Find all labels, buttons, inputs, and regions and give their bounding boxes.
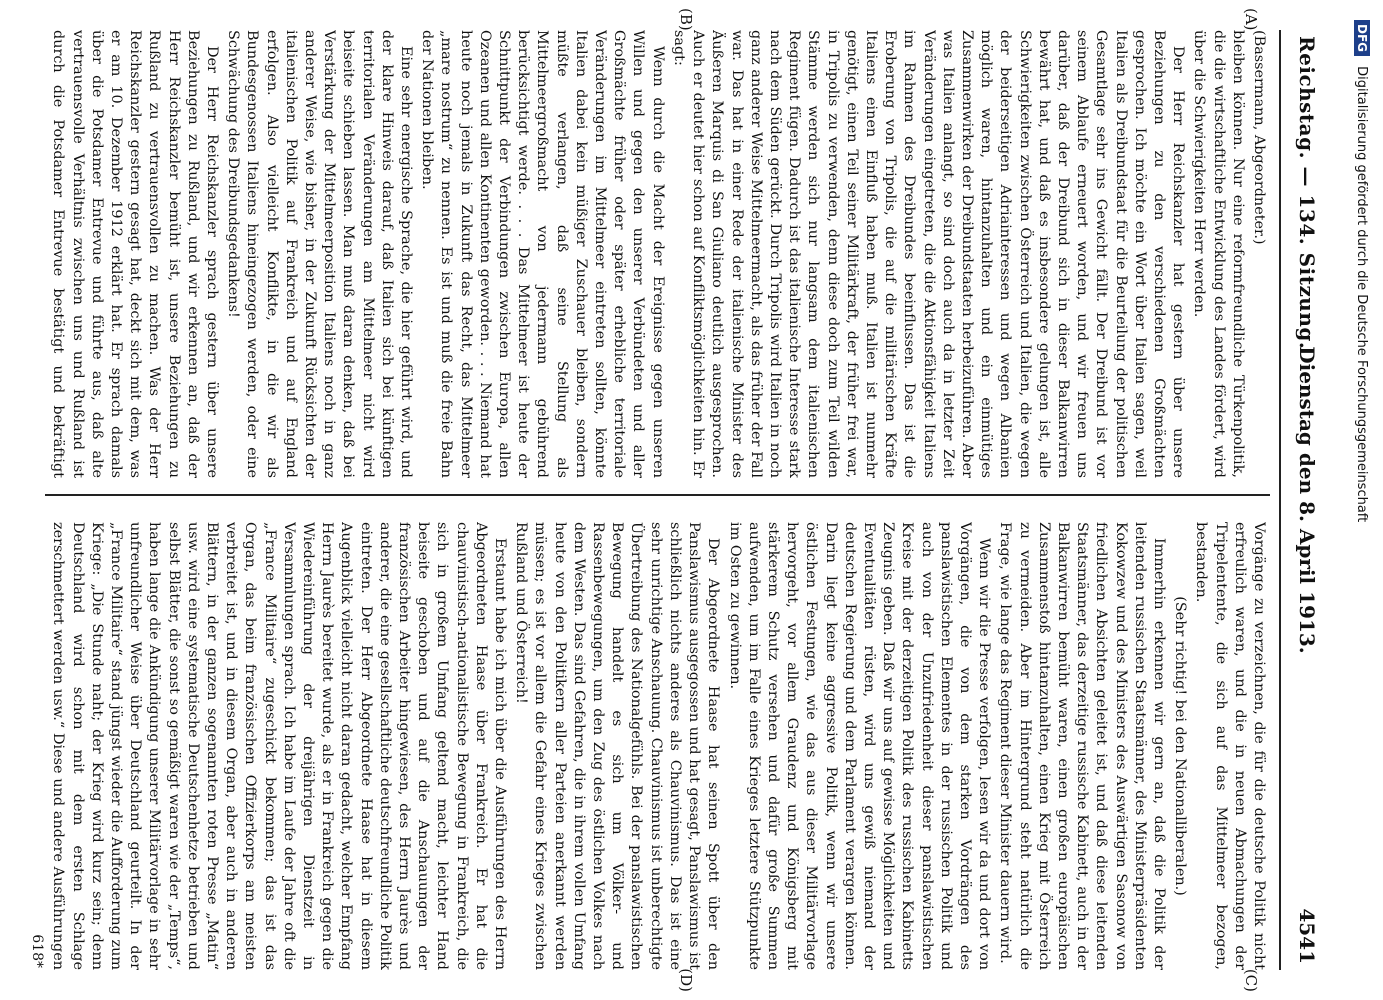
header-date: Dienstag den 8. April 1913.: [1295, 346, 1319, 654]
paragraph: Vorgänge zu verzeichnen, die für die deutsche Politik nicht erfreulich waren, und die in neuen Abmachungen der Tripelentente, die sich auf das Mittelmeer bezogen, bestanden.: [1193, 522, 1267, 970]
paragraph: Der Herr Reichskanzler sprach gestern über unsere Beziehungen zu Rußland, und wir erkennen an, daß der Herr Reichskanzler bemüht ist, unsere Beziehungen zu Rußland zu vertrauensvollen zu machen. Was der Herr Reichskanzler gestern gesagt hat, deckt sich mit dem, was er am 10. Dezember 1912 erklärt hat. Er sprach damals über die Potsdamer Entrevue und führte aus, daß alte vertrauensvolle Verhältnis zwischen uns und Rußland ist durch die Potsdamer Entrevue bestätigt und bekräftigt: [50, 30, 221, 478]
column-divider: [45, 494, 1270, 496]
header-session: Reichstag. — 134. Sitzung.: [1295, 36, 1319, 350]
margin-marker-c: (C): [1242, 968, 1260, 992]
paragraph: bleiben können. Nur eine reformfreundliche Türkenpolitik, die die wirtschaftliche Entwicklung des Landes fördert, wird über die Schwierigkeiten Herr werden.: [1191, 30, 1246, 478]
margin-marker-b: (B): [677, 8, 695, 31]
header-page-number: 4541: [1295, 908, 1319, 964]
margin-marker-a: (A): [1242, 8, 1260, 31]
paragraph: Eine sehr energische Sprache, die hier geführt wird, und der klare Hinweis darauf, daß Italien sich bei künftigen territorialen Veränderungen am Mittelmeer nicht wird beiseite schieben lassen. Man muß daran denken, daß bei Verstärkung der Mittelmeerposition Italiens noch in ganz anderer Weise, wie bisher, in der Zukunft Rücksichten der italienischen Politik auf Frankreich und auf England erfolgen. Also vielleicht Konflikte, in die wir als Bundesgenossen Italiens hineingezogen werden, oder eine Schwächung des Dreibundsgedankens!: [225, 30, 415, 478]
paragraph: Wenn durch die Macht der Ereignisse gegen unseren Willen und gegen den unserer Verbündeten und aller Großmächte früher oder später erhebliche territoriale Veränderungen im Mittelmeer eintreten sollten, könnte Italien dabei kein müßiger Zuschauer bleiben, sondern müßte verlangen, daß seine Stellung als Mittelmeergroßmacht von jedermann gebührend berücksichtigt werde. . . . Das Mittelmeer ist heute der Schnittpunkt der Verbindungen zwischen Europa, allen Ozeanen und allen Kontinenten geworden. . . . Niemand hat heute noch jemals in Zukunft das Recht, das Mittelmeer „mare nostrum“ zu nennen. Es ist und muß die freie Bahn der Nationen bleiben.: [419, 30, 666, 478]
paragraph: Immerhin erkennen wir gern an, daß die Politik der leitenden russischen Staatsmänner, des Ministerpräsidenten Kokowzew und des Ministers des Auswärtigen Sasonow von friedlichen Absichten geleitet ist, und daß diese leitenden Staatsmänner, das derzeitige russische Kabinett, auch in der Balkanwirren bemüht waren, einen großen europäischen Zusammenstoß hintanzuhalten, einen Krieg mit Österreich zu vermeiden. Aber im Hintergrund steht natürlich die Frage, wie lange das Regiment dieser Minister dauern wird.: [997, 522, 1167, 970]
paragraph: (Sehr richtig! bei den Nationalliberalen.): [1172, 596, 1189, 896]
paragraph: (Bassermann, Abgeordneter.): [1251, 30, 1267, 245]
funding-note: [1330, 20, 1383, 980]
page-header: [1279, 30, 1325, 970]
signature-mark: 618*: [29, 934, 45, 968]
paragraph: Der Herr Reichskanzler hat gestern über unsere Beziehungen zu den verschiedenen Großmächten gesprochen. Ich möchte ein Wort über Italien sagen, weil Italien als Dreibundstaat für die Beurteilung der politischen Gesamtlage sehr ins Gewicht fällt. Der Dreibund ist vor seinem Ablaufe erneuert worden, und wir freuen uns darüber, daß der Dreibund sich in dieser Balkanwirren bewährt hat, und daß es insbesondere gelungen ist, alle Schwierigkeiten zwischen Österreich und Italien, die wegen der beiderseitigen Adriainteressen und wegen Albanien möglich waren, hintanzuhalten und ein einmütiges Zusammenwirken der Dreibundstaaten herbeizuführen. Aber was Italien anlangt, so sind doch auch da in letzter Zeit Veränderungen eingetreten, die die Aktionsfähigkeit Italiens im Rahmen des Dreibundes beeinflussen. Das ist die Eroberung von Tripolis, die auf die militärischen Kräfte Italiens einen Einfluß haben muß. Italien ist nunmehr genötigt, einen Teil seiner Militärkraft, der früher frei war, in Tripolis zu verwenden, denn diese doch zum Teil wilden Stämme werden sich nur langsam dem italienischen Regiment fügen. Dadurch ist das italienische Interesse stark nach dem Süden gerückt. Durch Tripolis wird Italien in noch ganz anderer Weise Mittelmeermacht, als das früher der Fall war. Das hat in einer Rede der italienische Minister des Äußeren Marquis di San Giuliano deutlich ausgesprochen. Auch er deutet hier schon auf Konfliktsmöglichkeiten hin. Er sagt:: [670, 30, 1187, 478]
right-text-column: [48, 522, 1268, 970]
left-text-column: [48, 30, 1268, 478]
paragraph: Der Abgeordnete Haase hat seinen Spott über den Panslawismus ausgegossen und hat gesagt, Panslawismus ist schließlich nichts anderes als Chauvinismus. Das ist eine sehr unrichtige Anschauung. Chauvinismus ist unberechtigte Übertreibung des Nationalgefühls. Bei der panslawistischen Bewegung handelt es sich um Völker- und Rassenbewegungen, um den Zug des östlichen Volkes nach dem Westen. Das sind Gefahren, die in ihrem vollen Umfang heute von den Politikern aller Parteien anerkannt werden müssen; es ist vor allem die Gefahr eines Krieges zwischen Rußland und Österreich!: [513, 522, 722, 970]
paragraph: Erstaunt habe ich mich über die Ausführungen des Herrn Abgeordneten Haase über Frankreich. Er hat die chauvinistisch-nationalistische Bewegung in Frankreich, die sich in großem Umfang geltend macht, leichter Hand beiseite geschoben und auf die Anschauungen der französischen Arbeiter hingewiesen, des Herrn Jaurès und anderer, die eine gesellschaftliche deutschfreundliche Politik eintreten. Der Herr Abgeordnete Haase hat in diesem Augenblick vielleicht nicht daran gedacht, welcher Empfang Herrn Jaurès bereitet wurde, als er in Frankreich gegen die Wiedereinführung der dreijährigen Dienstzeit in Versammlungen sprach. Ich habe im Laufe der Jahre oft die „France Militaire“ zugeschickt bekommen; das ist das Organ, das beim französischen Offizierkorps am meisten verbreitet ist, und in diesem Organ, aber auch in anderen Blättern, in der ganzen sogenannten roten Presse „Matin“ usw. wird eine systematische Deutschenhetze betrieben und selbst Blätter, die sonst so gemäßigt waren wie der „Temps“, haben lange die Ankündigung unserer Militärvorlage in sehr unfreundlicher Weise über Deutschland geurteilt. In der „France Militaire“ stand jüngst wieder die Aufforderung zum Kriege: „Die Stunde naht; der Krieg wird kurz sein; denn Deutschland wird schon mit dem ersten Schlage zerschmettert werden usw.“ Diese und andere Ausführungen: [50, 522, 509, 970]
paragraph: Wenn wir die Presse verfolgen, lesen wir da und dort von Vorgängen, die von dem starken Vordrängen des panslawistischen Elementes in der russischen Politik und auch von der Unzufriedenheit dieser panslawistischen Kreise mit der derzeitigen Politik des russischen Kabinetts Zeugnis geben. Daß wir uns auf gewisse Möglichkeiten und Eventualitäten rüsten, wird uns gewiß niemand der deutschen Regierung und dem Parlament verargen können. Darin liegt keine aggressive Politik, wenn wir unsere östlichen Festungen, wie das aus dieser Militärvorlage hervorgeht, vor allem Graudenz und Königsberg mit stärkerem Schutz versehen und dafür große Summen aufwenden, um im Falle eines Krieges letztere Stützpunkte im Osten zu gewinnen.: [726, 522, 993, 970]
margin-marker-d: (D): [677, 968, 695, 992]
funding-note-text: Digitalisierung gefördert durch die Deutsche Forschungsgemeinschaft: [1354, 66, 1369, 523]
dfg-logo: DFG: [1354, 20, 1370, 56]
